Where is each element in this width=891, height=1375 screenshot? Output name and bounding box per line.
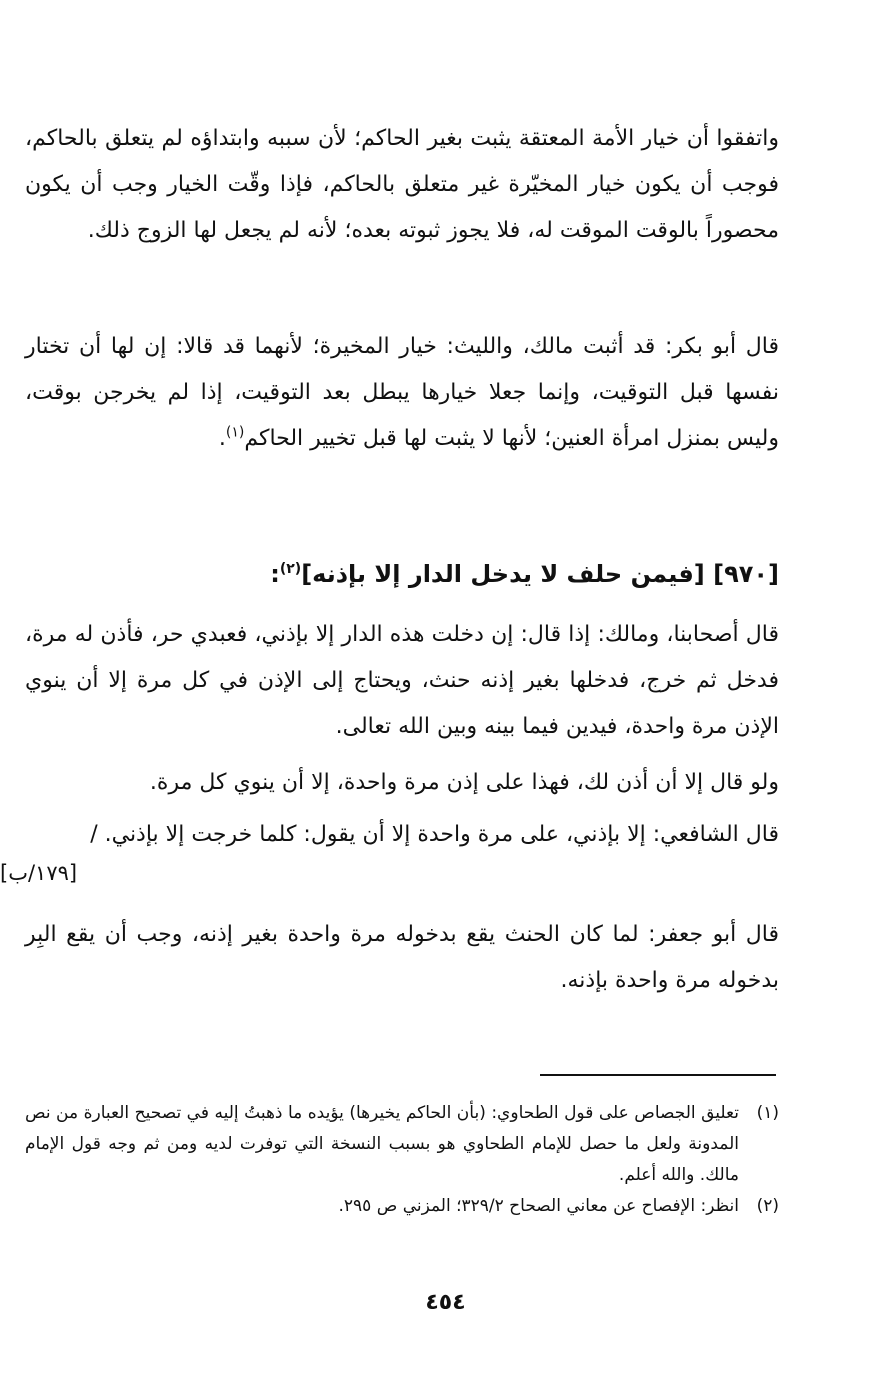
- paragraph-2-end: .: [218, 426, 226, 451]
- footnote-1: [25, 1098, 779, 1191]
- footnote-1-number: (١): [756, 1103, 779, 1123]
- paragraph-2-text: قال أبو بكر: قد أثبت مالك، والليث: خيار المخيرة؛ لأنهما قد قالا: إن لها أن تختار نفسها قبل التوقيت، وإنما جعلا خيارها يبطل بعد التوقيت، إذا لم يخرجن بوقت، وليس بمنزل امرأة العنين؛ لأنها لا يثبت لها قبل تخيير الحاكم: [25, 334, 779, 451]
- footnote-2-text: انظر: الإفصاح عن معاني الصحاح ٣٢٩/٢؛ المزني ص ٢٩٥.: [338, 1196, 739, 1216]
- paragraph-2: [25, 324, 779, 462]
- footnote-1-text: تعليق الجصاص على قول الطحاوي: (بأن الحاكم يخيرها) يؤيده ما ذهبتُ إليه في تصحيح العبارة من نص المدونة ولعل ما حصل للإمام الطحاوي هو بسبب النسخة التي توفرت لديه ومن ثم وجه قول الإمام مالك. والله أعلم.: [25, 1103, 739, 1185]
- paragraph-6: قال أبو جعفر: لما كان الحنث يقع بدخوله مرة واحدة بغير إذنه، وجب أن يقع البِر بدخوله مرة واحدة بإذنه.: [25, 922, 779, 993]
- paragraph-4: ولو قال إلا أن أذن لك، فهذا على إذن مرة واحدة، إلا أن ينوي كل مرة.: [149, 770, 779, 795]
- footnote-2-number: (٢): [756, 1196, 779, 1216]
- heading-colon: :: [270, 560, 280, 588]
- heading-number: [٩٧٠]: [713, 560, 779, 588]
- footnote-ref-2[interactable]: (٢): [279, 561, 302, 577]
- section-heading: [25, 554, 779, 594]
- footnote-ref-1[interactable]: (١): [225, 424, 245, 441]
- footnote-2: [25, 1191, 779, 1222]
- footnotes: [25, 1098, 779, 1222]
- paragraph-5: قال الشافعي: إلا بإذني، على مرة واحدة إلا أن يقول: كلما خرجت إلا بإذني. /: [90, 822, 779, 847]
- footnote-separator: [540, 1074, 776, 1076]
- paragraph-3: قال أصحابنا، ومالك: إذا قال: إن دخلت هذه الدار إلا بإذني، فعبدي حر، فأذن له مرة، فدخل ثم خرج، فدخلها بغير إذنه حنث، ويحتاج إلى الإذن في كل مرة إلا أن ينوي الإذن مرة واحدة، فيدين فيما بينه وبين الله تعالى.: [25, 622, 779, 739]
- heading-title: [فيمن حلف لا يدخل الدار إلا بإذنه]: [301, 560, 705, 588]
- page-number: ٤٥٤: [425, 1290, 466, 1315]
- manuscript-folio-note: [١٧٩/ب]: [0, 861, 78, 885]
- paragraph-1: واتفقوا أن خيار الأمة المعتقة يثبت بغير الحاكم؛ لأن سببه وابتداؤه لم يتعلق بالحاكم، فوجب أن يكون خيار المخيّرة غير متعلق بالحاكم، فإذا وقّت الخيار وجب أن يكون محصوراً بالوقت الموقت له، فلا يجوز ثبوته بعده؛ لأنه لم يجعل لها الزوج ذلك.: [25, 126, 779, 243]
